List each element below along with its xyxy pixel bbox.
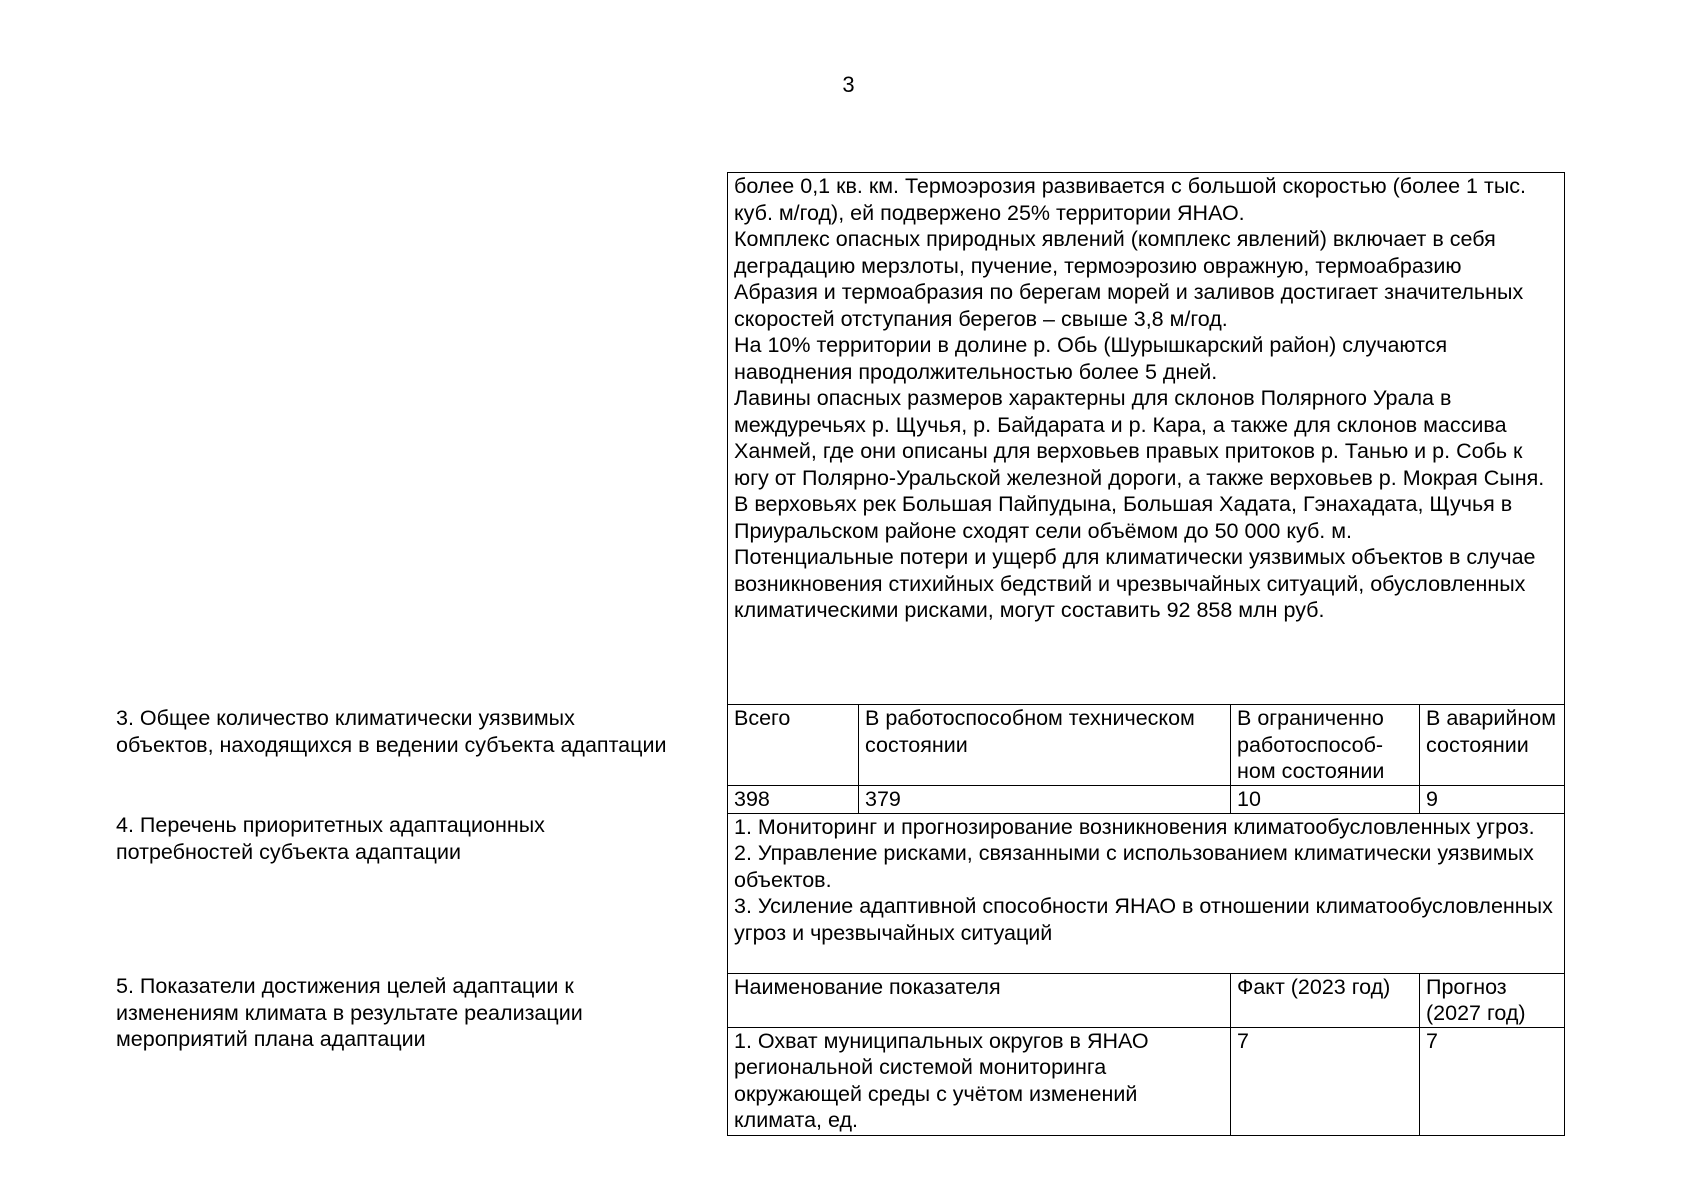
section-4-label: 4. Перечень приоритетных адаптационных потребностей субъекта адаптации: [116, 813, 545, 864]
indicators-header-row: [728, 973, 1565, 1027]
objects-header-working: В работоспособном техническом состоянии: [859, 705, 1231, 786]
objects-value-total: 398: [728, 786, 859, 814]
hazard-paragraph: Комплекс опасных природных явлений (комплекс явлений) включает в себя деградацию мерзлоты, пучение, термоэрозию овражную, термоабразию: [734, 227, 1496, 278]
need-item: 3. Усиление адаптивной способности ЯНАО в отношении климатообусловленных угроз и чрезвычайных ситуаций: [734, 894, 1553, 945]
indicators-header-forecast: Прогноз (2027 год): [1420, 973, 1565, 1027]
objects-value-limited: 10: [1231, 786, 1420, 814]
hazard-paragraph: На 10% территории в долине р. Обь (Шурышкарский район) случаются наводнения продолжительностью более 5 дней.: [734, 333, 1448, 384]
indicator-fact: 7: [1231, 1027, 1420, 1135]
needs-row: [728, 813, 1565, 973]
hazard-paragraph: Абразия и термоабразия по берегам морей и заливов достигает значительных скоростей отступания берегов – свыше 3,8 м/год.: [734, 280, 1524, 331]
need-item: 2. Управление рисками, связанными с использованием климатически уязвимых объектов.: [734, 841, 1534, 892]
indicator-name: 1. Охват муниципальных округов в ЯНАО региональной системой мониторинга окружающей среды с учётом изменений климата, ед.: [728, 1027, 1231, 1135]
indicators-header-fact: Факт (2023 год): [1231, 973, 1420, 1027]
hazards-row: [728, 173, 1565, 705]
objects-values-row: [728, 786, 1565, 814]
objects-header-row: [728, 705, 1565, 786]
indicators-header-name: Наименование показателя: [728, 973, 1231, 1027]
needs-cell: [728, 813, 1565, 973]
hazard-paragraph: В верховьях рек Большая Пайпудына, Большая Хадата, Гэнахадата, Щучья в Приуральском районе сходят сели объёмом до 50 000 куб. м.: [734, 492, 1513, 543]
objects-header-limited: В ограниченно работоспособ-ном состоянии: [1231, 705, 1420, 786]
hazard-paragraph: более 0,1 кв. км. Термоэрозия развивается с большой скоростью (более 1 тыс. куб. м/год), ей подвержено 25% территории ЯНАО.: [734, 174, 1526, 225]
objects-header-emergency: В аварийном состоянии: [1420, 705, 1565, 786]
objects-value-working: 379: [859, 786, 1231, 814]
objects-value-emergency: 9: [1420, 786, 1565, 814]
hazards-cell: [728, 173, 1565, 705]
section-5-label: 5. Показатели достижения целей адаптации к изменениям климата в результате реализации мероприятий плана адаптации: [116, 974, 583, 1051]
hazard-paragraph: Потенциальные потери и ущерб для климатически уязвимых объектов в случае возникновения стихийных бедствий и чрезвычайных ситуаций, обусловленных климатическими рисками, могут составить 92 858 млн руб.: [734, 545, 1536, 622]
section-3-label: 3. Общее количество климатически уязвимых объектов, находящихся в ведении субъекта адаптации: [116, 706, 667, 757]
need-item: 1. Мониторинг и прогнозирование возникновения климатообусловленных угроз.: [734, 814, 1535, 839]
hazard-paragraph: Лавины опасных размеров характерны для склонов Полярного Урала в междуречьях р. Щучья, р. Байдарата и р. Кара, а также для склонов массива Ханмей, где они описаны для верховьев правых притоков р. Танью и р. Собь к югу от Полярно-Уральской железной дороги, а также верховьев р. Мокрая Сыня.: [734, 386, 1545, 490]
objects-header-total: Всего: [728, 705, 859, 786]
content-table: [727, 172, 1565, 1136]
indicator-forecast: 7: [1420, 1027, 1565, 1135]
indicator-row: [728, 1027, 1565, 1135]
page-number: 3: [842, 72, 855, 97]
